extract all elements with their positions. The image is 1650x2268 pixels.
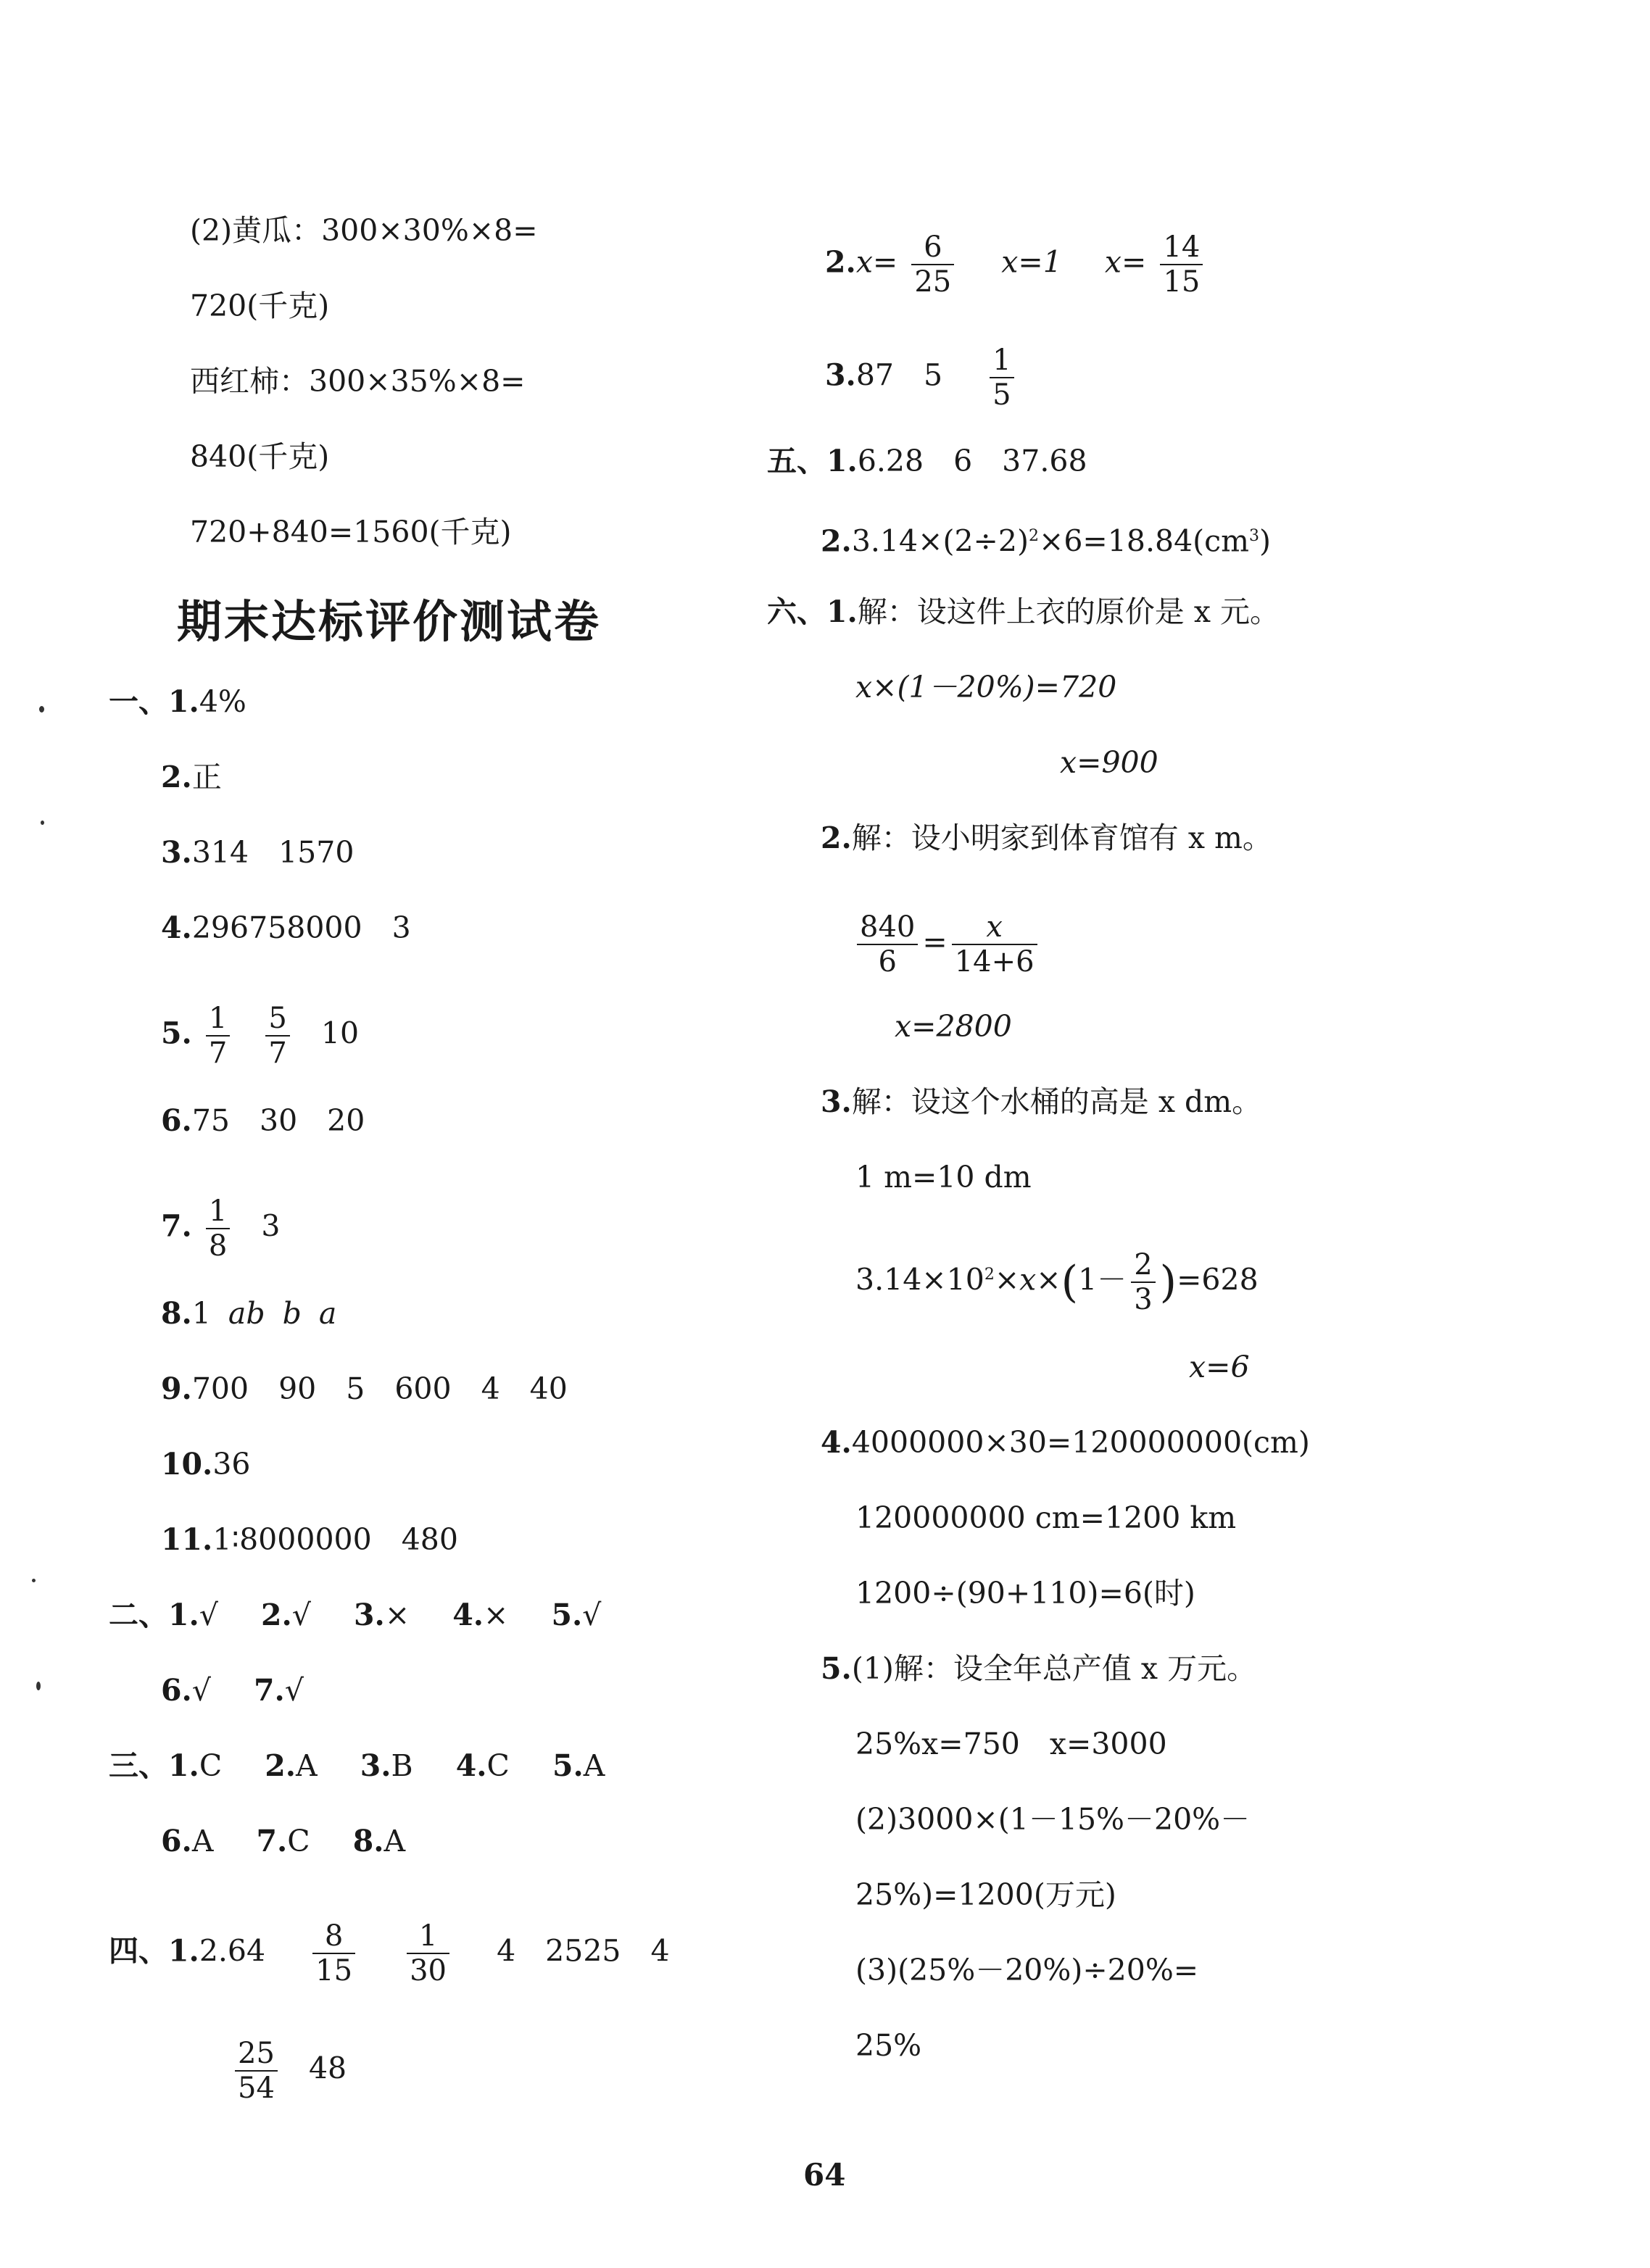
fraction-denominator: 54: [238, 2072, 275, 2105]
s6-2-proportion: [853, 910, 1042, 979]
s1-6-answer: 75 30 20: [191, 1103, 365, 1138]
s2-7: √: [284, 1673, 304, 1708]
left-line-3: 西红柿：300×35%×8=: [190, 364, 526, 399]
section-title: 期末达标评价测试卷: [177, 595, 602, 648]
s2-6: √: [191, 1673, 211, 1708]
s3-8-num: 8.: [352, 1824, 384, 1858]
left-line-1: (2)黄瓜：300×30%×8=: [190, 213, 538, 248]
s6-1: 解：设这件上衣的原价是 x 元。: [857, 594, 1280, 629]
left-line-4: 840(千克): [190, 439, 330, 474]
s2-5: √: [582, 1598, 602, 1632]
s1-4-num: 4.: [161, 910, 192, 945]
s6-label: 六、1.: [767, 594, 858, 629]
s1-5-num: 5.: [161, 1015, 192, 1051]
s1-7-answer-b: 3: [261, 1208, 281, 1244]
r3-num: 3.: [825, 357, 856, 393]
fraction: [1160, 230, 1203, 299]
s6-3-line-b: [855, 1248, 1259, 1316]
left-line-5: 720+840=1560(千克): [190, 515, 512, 549]
fraction-numerator: 8: [324, 1919, 344, 1953]
s1-item-6: [161, 1099, 365, 1142]
scan-speck: [41, 821, 44, 825]
s1-3-num: 3.: [161, 835, 192, 870]
fraction-denominator: 5: [992, 378, 1011, 412]
fraction: [312, 1919, 355, 1987]
r2-x1: x=: [855, 244, 898, 280]
s6-1-line-b: x=900: [1060, 745, 1158, 780]
s1-8-num: 8.: [161, 1296, 192, 1331]
s3-4: C: [486, 1748, 510, 1783]
s5-2-sup2: 3: [1249, 527, 1259, 545]
fraction: [265, 1002, 289, 1070]
fraction: [206, 1195, 230, 1263]
s2-4: ×: [484, 1598, 509, 1632]
s6-1-line-a: x×(1－20%)=720: [855, 670, 1117, 705]
r2-num: 2.: [825, 244, 856, 280]
s6-5-line-c: 25%)=1200(万元): [855, 1877, 1116, 1912]
s2-3-num: 3.: [354, 1598, 385, 1632]
s4-label: 四、1.: [109, 1933, 199, 1969]
s6-3-num: 3.: [821, 1084, 852, 1119]
scan-speck: [39, 706, 44, 713]
s6-4-line-a: 120000000 cm=1200 km: [855, 1500, 1237, 1535]
s1-8-d: a: [318, 1296, 337, 1331]
s1-8-b: ab: [228, 1296, 265, 1331]
r-item-2: [825, 230, 1207, 299]
s2-7-num: 7.: [254, 1673, 285, 1708]
s6-3b4: =628: [1177, 1262, 1259, 1297]
s6-3b-sup: 2: [984, 1265, 995, 1284]
fraction: [990, 344, 1013, 412]
s6-item-4: [821, 1421, 1310, 1464]
s1-10-answer: 36: [212, 1447, 251, 1482]
fraction-denominator: 7: [268, 1037, 287, 1070]
s5-2b: ×6=18.84(cm: [1038, 523, 1249, 559]
s6-3: 解：设这个水桶的高是 x dm。: [851, 1084, 1262, 1119]
s6-5-line-a: 25%x=750 x=3000: [855, 1727, 1167, 1761]
s1-item-7: [161, 1195, 280, 1263]
s1-2-answer: 正: [191, 760, 222, 794]
s4-line-1: [109, 1919, 670, 1987]
s4-1d: 4 2525 4: [497, 1933, 670, 1969]
s1-item-8: [161, 1292, 336, 1335]
page-number: 64: [803, 2157, 846, 2193]
s5-2c: ): [1259, 523, 1271, 559]
s3-1: C: [199, 1748, 223, 1783]
s1-9-answer: 700 90 5 600 4 40: [191, 1371, 568, 1406]
s1-item-2: [161, 755, 222, 799]
fraction: [857, 910, 918, 979]
s1-item-1: [109, 680, 246, 723]
left-line-2: 720(千克): [190, 288, 330, 323]
fraction-numerator: 14: [1163, 230, 1201, 264]
fraction-denominator: 8: [208, 1229, 228, 1263]
fraction-numerator: 840: [860, 910, 916, 944]
r2-x3: x=: [1104, 244, 1147, 280]
s6-5-num: 5.: [821, 1651, 852, 1686]
s6-2: 解：设小明家到体育馆有 x m。: [851, 821, 1272, 855]
fraction: [952, 910, 1037, 979]
s4-1f: 48: [308, 2051, 347, 2086]
fraction-numerator: 6: [924, 230, 942, 264]
fraction-numerator: 2: [1134, 1248, 1153, 1282]
s3-line-1: [109, 1744, 605, 1787]
fraction-numerator: 1: [992, 344, 1011, 377]
s1-11-answer: 1∶8000000 480: [212, 1522, 458, 1557]
fraction-denominator: 7: [208, 1037, 228, 1070]
s2-label: 二、1.: [109, 1598, 199, 1632]
s3-5-num: 5.: [552, 1748, 584, 1783]
fraction: [235, 2037, 278, 2105]
s1-item-11: [161, 1518, 458, 1561]
s1-9-num: 9.: [161, 1371, 192, 1406]
s6-2-equals: =: [922, 924, 948, 960]
s3-line-2: [161, 1819, 405, 1863]
s1-7-num: 7.: [161, 1208, 192, 1244]
s1-item-10: [161, 1442, 251, 1486]
s2-2: √: [291, 1598, 311, 1632]
s5-2-num: 2.: [821, 523, 852, 559]
s6-3b2: ×x×: [994, 1262, 1061, 1297]
s1-item-5: [161, 1002, 359, 1070]
r2-x2: x=1: [1001, 244, 1062, 280]
fraction: [1131, 1248, 1155, 1316]
s1-label: 一、1.: [109, 684, 199, 719]
s3-4-num: 4.: [455, 1748, 487, 1783]
s1-item-3: [161, 831, 354, 874]
s5-2a: 3.14×(2÷2): [851, 523, 1029, 559]
s6-4-num: 4.: [821, 1425, 852, 1460]
s3-7: C: [287, 1824, 310, 1858]
s3-6-num: 6.: [161, 1824, 192, 1858]
s6-2-num: 2.: [821, 821, 852, 855]
fraction: [911, 230, 954, 299]
s6-5: (1)解：设全年总产值 x 万元。: [851, 1651, 1257, 1686]
s2-1: √: [199, 1598, 218, 1632]
paren-open: (: [1061, 1257, 1079, 1308]
s4-1a: 2.64: [199, 1933, 266, 1969]
fraction-numerator: 1: [208, 1002, 228, 1035]
fraction-denominator: 6: [878, 945, 897, 979]
fraction-denominator: 3: [1134, 1283, 1153, 1316]
fraction: [407, 1919, 449, 1987]
s1-1-answer: 4%: [199, 684, 246, 719]
s6-4-line-b: 1200÷(90+110)=6(时): [855, 1576, 1195, 1611]
s1-2-num: 2.: [161, 760, 192, 794]
s6-item-3: [821, 1080, 1261, 1123]
s1-8-a: 1: [191, 1296, 211, 1331]
s1-8-c: b: [282, 1296, 302, 1331]
scan-speck: [32, 1579, 36, 1582]
s3-5: A: [583, 1748, 605, 1783]
s3-2-num: 2.: [265, 1748, 297, 1783]
paren-close: ): [1159, 1257, 1177, 1308]
fraction-numerator: 25: [238, 2037, 275, 2070]
s3-7-num: 7.: [256, 1824, 288, 1858]
s6-3b1: 3.14×10: [855, 1262, 984, 1297]
s5-item-2: [821, 515, 1271, 563]
s3-2: A: [296, 1748, 318, 1783]
s2-line-1: [109, 1593, 601, 1637]
fraction-denominator: 30: [410, 1954, 447, 1987]
fraction-numerator: 1: [208, 1195, 228, 1228]
fraction-numerator: 1: [418, 1919, 438, 1953]
s6-5-line-e: 25%: [855, 2028, 922, 2063]
s2-3: ×: [384, 1598, 410, 1632]
s1-5-answer-c: 10: [320, 1015, 360, 1051]
s6-5-line-d: (3)(25%－20%)÷20%=: [855, 1953, 1199, 1987]
s6-item-1: [767, 590, 1280, 634]
r3-a: 87 5: [855, 357, 943, 393]
r-item-3: [825, 344, 1019, 412]
s1-4-answer: 296758000 3: [191, 910, 411, 945]
s3-label: 三、1.: [109, 1748, 199, 1783]
s5-label: 五、1.: [767, 444, 858, 478]
fraction-denominator: 14+6: [954, 945, 1035, 979]
fraction-numerator: x: [986, 910, 1003, 944]
scan-speck: [36, 1682, 41, 1690]
s6-item-2: [821, 816, 1272, 860]
s6-5-line-b: (2)3000×(1－15%－20%－: [855, 1802, 1251, 1837]
s3-3-num: 3.: [360, 1748, 391, 1783]
s3-6: A: [191, 1824, 214, 1858]
s1-6-num: 6.: [161, 1103, 192, 1138]
s6-3-line-c: x=6: [1189, 1350, 1250, 1384]
fraction-numerator: 5: [268, 1002, 287, 1035]
s2-line-2: [161, 1669, 304, 1712]
s4-line-2: [231, 2037, 347, 2105]
s1-3-answer: 314 1570: [191, 835, 355, 870]
fraction-denominator: 25: [914, 265, 952, 299]
s6-4: 4000000×30=120000000(cm): [851, 1425, 1310, 1460]
s5-2-sup: 2: [1028, 527, 1039, 545]
fraction-denominator: 15: [1163, 265, 1201, 299]
fraction: [206, 1002, 230, 1070]
s5-1: 6.28 6 37.68: [857, 444, 1087, 478]
s2-2-num: 2.: [261, 1598, 292, 1632]
s5-item-1: [767, 439, 1087, 483]
s6-item-5: [821, 1647, 1256, 1690]
s6-3-line-a: 1 m=10 dm: [855, 1160, 1032, 1195]
s2-5-num: 5.: [551, 1598, 583, 1632]
s1-item-9: [161, 1367, 568, 1411]
s6-2-line-b: x=2800: [895, 1009, 1012, 1044]
s6-3b3: 1－: [1078, 1262, 1127, 1297]
fraction-denominator: 15: [315, 1954, 353, 1987]
s3-3: B: [391, 1748, 413, 1783]
s2-4-num: 4.: [452, 1598, 484, 1632]
s1-item-4: [161, 906, 411, 950]
s1-11-num: 11.: [161, 1522, 213, 1557]
s3-8: A: [384, 1824, 406, 1858]
s2-6-num: 6.: [161, 1673, 192, 1708]
s1-10-num: 10.: [161, 1447, 213, 1482]
